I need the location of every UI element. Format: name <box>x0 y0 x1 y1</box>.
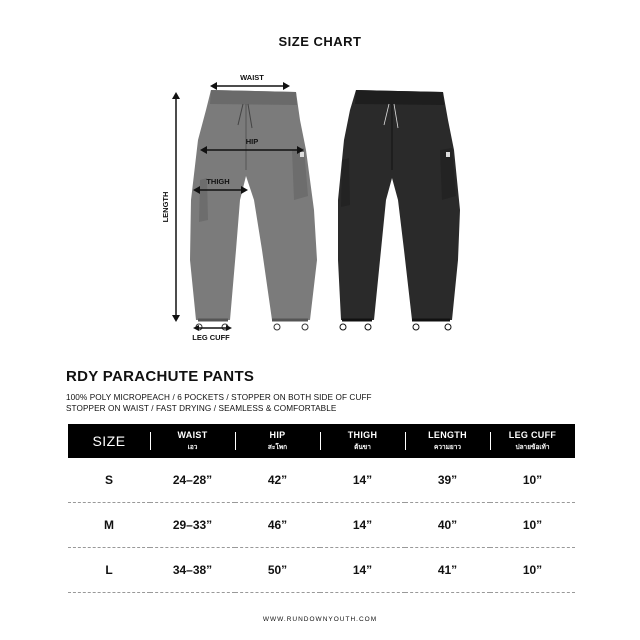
hip-cell: 42” <box>235 458 320 503</box>
header-thigh <box>320 424 405 458</box>
hip-cell: 50” <box>235 548 320 593</box>
leg-cuff-cell: 10” <box>490 458 575 503</box>
length-cell: 41” <box>405 548 490 593</box>
hip-label: HIP <box>245 137 259 146</box>
header-leg-cuff-en: LEG CUFF <box>508 430 557 440</box>
length-label: LENGTH <box>161 191 170 223</box>
description-line: 100% POLY MICROPEACH / 6 POCKETS / STOPPER ON BOTH SIDE OF CUFF <box>66 393 372 402</box>
leg-cuff-cell: 10” <box>490 503 575 548</box>
size-cell: S <box>68 458 150 503</box>
description-line: STOPPER ON WAIST / FAST DRYING / SEAMLESS & COMFORTABLE <box>66 404 337 413</box>
website-link[interactable]: WWW.RUNDOWNYOUTH.COM <box>262 616 378 623</box>
thigh-cell: 14” <box>320 548 405 593</box>
header-thigh-th: ต้นขา <box>354 444 371 451</box>
header-hip-en: HIP <box>269 430 286 440</box>
black-pants-shape <box>338 90 460 320</box>
header-hip-th: สะโพก <box>267 444 288 451</box>
header-length <box>405 424 490 458</box>
thigh-cell: 14” <box>320 458 405 503</box>
header-waist-th: เอว <box>187 444 198 451</box>
header-size: SIZE <box>68 424 150 458</box>
black-pants-image <box>338 90 460 330</box>
table-row <box>68 503 575 548</box>
header-thigh-en: THIGH <box>347 430 378 440</box>
length-cell: 40” <box>405 503 490 548</box>
length-arrow <box>172 92 180 322</box>
grey-pants-shape <box>190 90 317 320</box>
waist-cell: 29–33” <box>150 503 235 548</box>
length-cell: 39” <box>405 458 490 503</box>
size-cell: M <box>68 503 150 548</box>
table-row <box>68 548 575 593</box>
leg-cuff-arrow <box>193 325 232 331</box>
leg-cuff-label: LEG CUFF <box>192 333 230 342</box>
header-length-en: LENGTH <box>428 430 467 440</box>
table-header-row <box>68 424 575 458</box>
hip-cell: 46” <box>235 503 320 548</box>
leg-cuff-cell: 10” <box>490 548 575 593</box>
size-cell: L <box>68 548 150 593</box>
waist-cell: 24–28” <box>150 458 235 503</box>
header-leg-cuff-th: ปลายข้อเท้า <box>515 444 550 451</box>
waist-cell: 34–38” <box>150 548 235 593</box>
table-row <box>68 458 575 503</box>
header-leg-cuff <box>490 424 575 458</box>
waist-label: WAIST <box>240 73 264 82</box>
header-waist-en: WAIST <box>177 430 208 440</box>
header-hip <box>235 424 320 458</box>
product-name: RDY PARACHUTE PANTS <box>66 368 255 385</box>
waist-arrow <box>210 82 290 90</box>
size-table <box>68 424 575 593</box>
thigh-cell: 14” <box>320 503 405 548</box>
product-description <box>66 392 372 414</box>
thigh-label: THIGH <box>206 177 230 186</box>
grey-pants-image <box>190 90 317 330</box>
header-length-th: ความยาว <box>433 444 462 451</box>
header-waist <box>150 424 235 458</box>
page-title: SIZE CHART <box>278 34 362 49</box>
